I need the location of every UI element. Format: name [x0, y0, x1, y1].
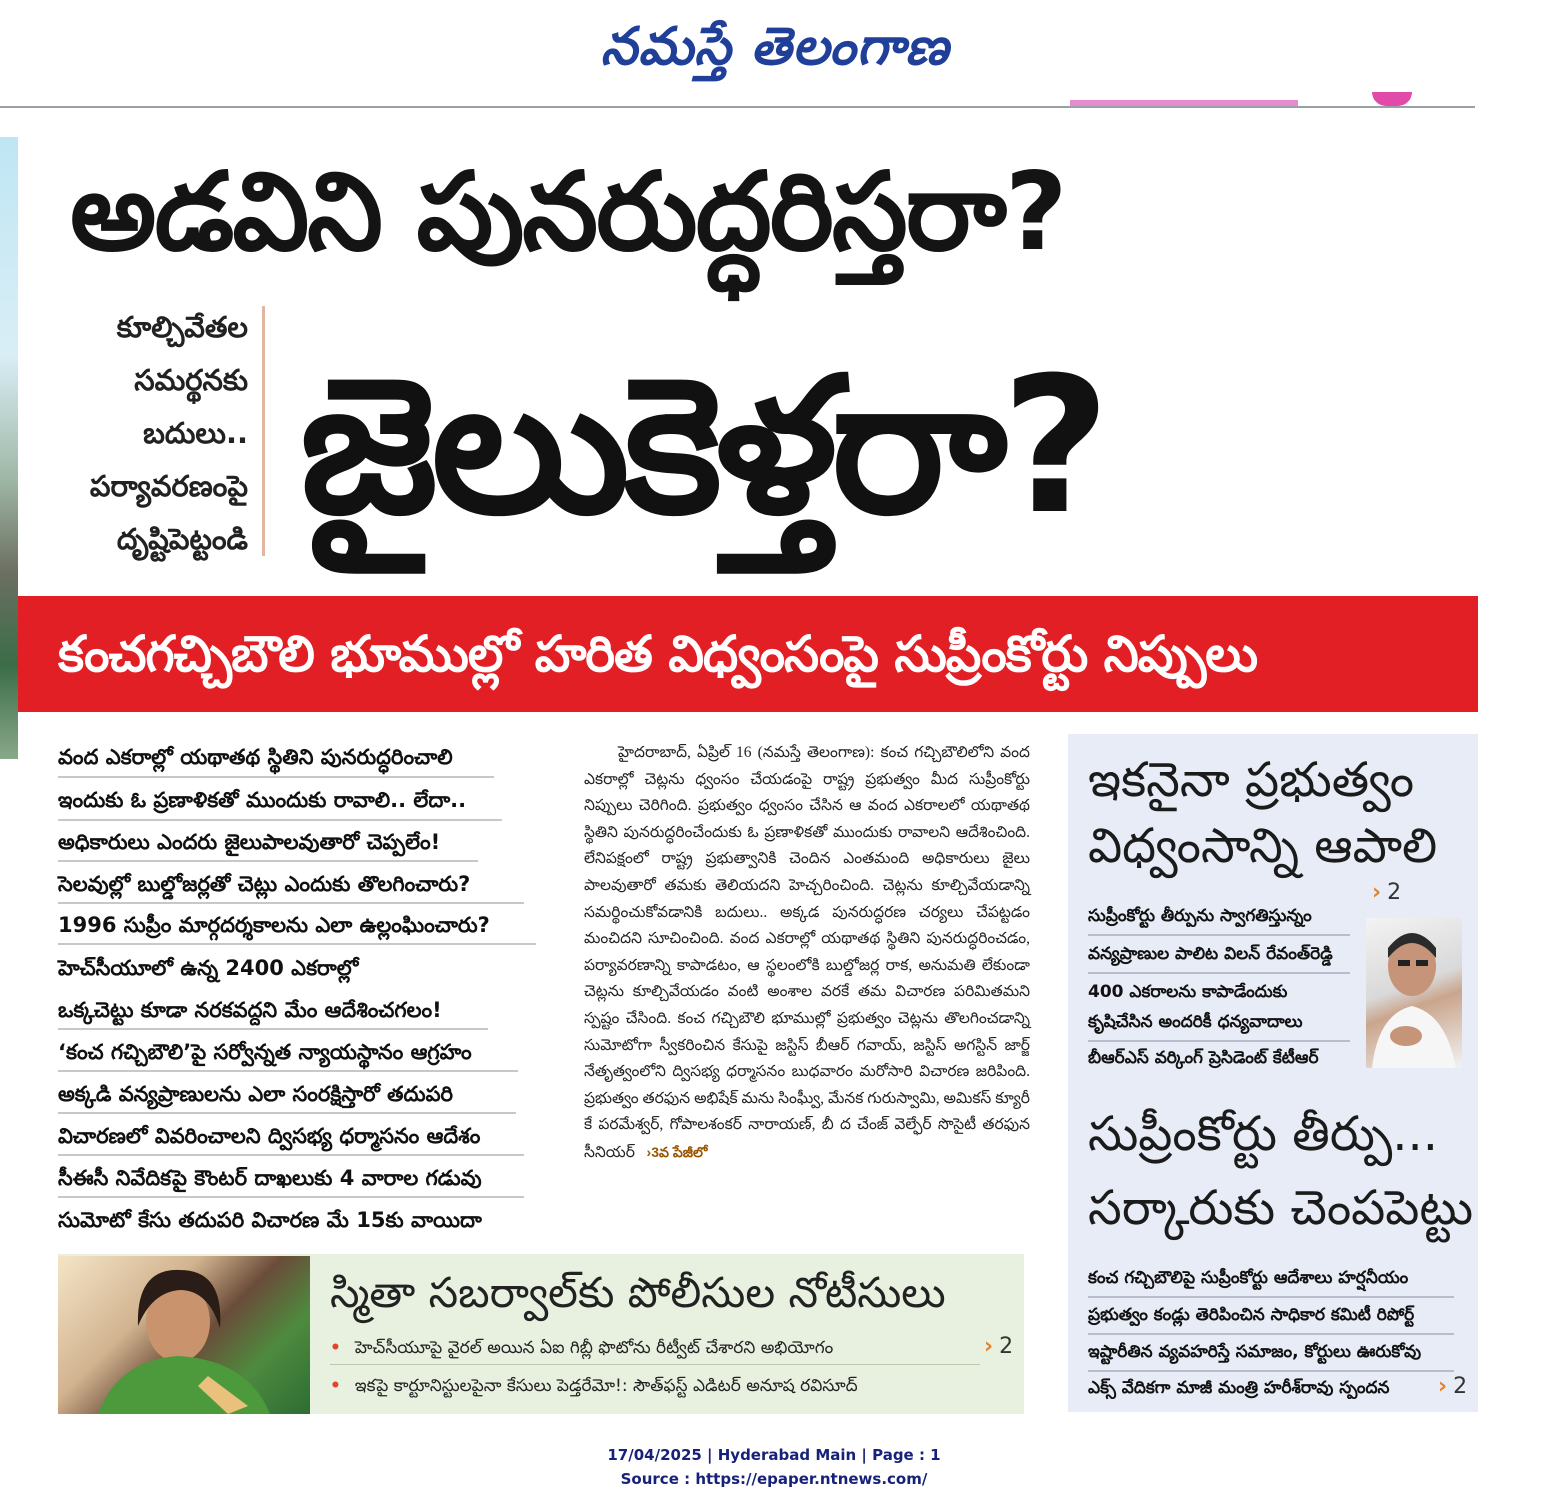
side-story-rule [1088, 1296, 1454, 1298]
highlight-line: విచారణలో వివరించాలని ద్విసభ్య ధర్మాసనం ఆదేశం [58, 1124, 481, 1148]
masthead-divider [0, 106, 1475, 108]
highlight-line: హెచ్‌సీయూలో ఉన్న 2400 ఎకరాల్లో [58, 956, 359, 980]
page-ref-number: 2 [1453, 1374, 1468, 1399]
bullet-text: ఇకపై కార్టూనిస్టులపైనా కేసులు పెడ్తరేమో!: సౌత్‌ఫస్ట్ ఎడిటర్ అనూష రవిసూద్ [354, 1376, 858, 1396]
highlight-line: 1996 సుప్రీం మార్గదర్శకాలను ఎలా ఉల్లంఘించారు? [58, 913, 490, 937]
highlight-rule [58, 776, 494, 778]
bullet-dot-icon: • [330, 1338, 341, 1358]
side-story-1-line: కృషిచేసిన అందరికీ ధన్యవాదాలు [1088, 1012, 1303, 1032]
highlight-rule [58, 860, 478, 862]
article-text: హైదరాబాద్, ఏప్రిల్ 16 (నమస్తే తెలంగాణ): కంచ గచ్చిబౌలిలోని వంద ఎకరాల్లో చెట్లను ధ్వంసం చేయడంపై రాష్ట్ర ప్రభుత్వం మీద సుప్రీంకోర్టు నిప్పులు చెరిగింది. ప్రభుత్వం ధ్వంసం చేసిన ఆ వంద ఎకరాలలో యథాతథ స్థితిని పునరుద్ధరించేందుకు ఓ ప్రణాళికతో ముందుకు రావాలని ఆదేశించింది. లేనిపక్షంలో రాష్ట్ర ప్రభుత్వానికి చెందిన ఎంతమంది అధికారులు జైలు పాలవుతారో తమకు తెలియదని హెచ్చరించింది. చెట్లను కూల్చివేయడాన్ని సమర్థించుకోవడానికి బదులు.. అక్కడ పునరుద్ధరణ చర్యలు చేపట్టడం మంచిదని సూచించింది. వంద ఎకరాల్లో యథాతథ స్థితిని పునరుద్ధరించడం, పర్యావరణాన్ని కాపాడటం, ఆ స్థలంలోకి బుల్డోజర్ల రాక, అనుమతి లేకుండా చెట్లను కూల్చివేయడం వంటి అంశాల వరకే తమ విచారణ పరిమితమని స్పష్టం చేసింది. కంచ గచ్చిబౌలి భూముల్లో ప్రభుత్వం చెట్లను తొలగించడాన్ని సుమోటోగా స్వీకరించిన కేసుపై జస్టిస్ బీఆర్ గవాయ్, జస్టిస్ అగస్టిన్ జార్జ్ నేతృత్వంలోని ద్విసభ్య ధర్మాసనం బుధవారం మరోసారి విచారణ జరిపింది. ప్రభుత్వం తరఫున అభిషేక్ మను సింఘ్వీ, మేనక గురుస్వామి, అమికస్ క్యూరీ కే పరమేశ్వర్, గోపాలశంకర్ నారాయణ్, బీ ద చేంజ్ వెల్ఫేర్ సొసైటీ తరఫున సీనియర్ [584, 744, 1030, 1161]
side-point: పర్యావరణంపై [89, 469, 248, 503]
masthead-logo: నమస్తే తెలంగాణ [600, 16, 950, 77]
side-story-rule [1088, 1370, 1454, 1372]
highlight-rule [58, 902, 524, 904]
side-story-1-line: బీఆర్‌ఎస్ వర్కింగ్ ప్రెసిడెంట్ కేటీఆర్ [1088, 1048, 1319, 1068]
side-story-1-headline: విధ్వంసాన్ని ఆపాలి [1088, 818, 1438, 874]
highlight-line: వంద ఎకరాల్లో యథాతథ స్థితిని పునరుద్ధరించాలి [58, 745, 453, 769]
side-story-rule [1088, 1040, 1350, 1042]
main-headline: జైలుకెళ్తరా? [300, 337, 1105, 556]
bottom-story-headline: స్మితా సబర్వాల్‌కు పోలీసుల నోటీసులు [330, 1268, 946, 1317]
footer-source[interactable]: Source : https://epaper.ntnews.com/ [620, 1470, 928, 1488]
side-story-2-headline: సుప్రీంకోర్టు తీర్పు... [1088, 1106, 1439, 1162]
side-story-2-line: ప్రభుత్వం కండ్లు తెరిపించిన సాధికార కమిటీ రిపోర్ట్ [1088, 1305, 1415, 1325]
continued-label: 3వ పేజీలో [651, 1143, 708, 1160]
page-ref-number: 2 [1387, 880, 1402, 905]
bullet-dot-icon: • [330, 1376, 341, 1396]
side-point: కూల్చివేతల [116, 310, 248, 344]
highlight-rule [58, 1112, 516, 1114]
side-story-1-headline: ఇకనైనా ప్రభుత్వం [1088, 752, 1415, 808]
highlight-line: సీఈసీ నివేదికపై కౌంటర్ దాఖలుకు 4 వారాల గడువు [58, 1166, 482, 1190]
decorative-dot [1372, 92, 1412, 106]
side-divider [262, 306, 265, 556]
ktr-photo [1366, 918, 1462, 1068]
highlight-line: సుమోటో కేసు తదుపరి విచారణ మే 15కు వాయిదా [58, 1208, 482, 1232]
highlight-rule [58, 819, 502, 821]
highlight-line: ఒక్కచెట్టు కూడా నరకవద్దని మేం ఆదేశించగలం! [58, 998, 442, 1022]
highlight-rule [58, 943, 536, 945]
bottom-story-bullet [330, 1376, 858, 1400]
edge-photo-strip [0, 137, 18, 759]
bullet-text: హెచ్‌సీయూపై వైరల్ అయిన ఏఐ గిబ్లీ ఫొటోను రీట్వీట్ చేశారని అభియోగం [354, 1338, 834, 1358]
chevron-right-icon: › [1372, 880, 1382, 905]
highlight-rule [58, 1154, 524, 1156]
highlight-line: ‘కంచ గచ్చిబౌలి’పై సర్వోన్నత న్యాయస్థానం ఆగ్రహం [58, 1040, 472, 1064]
side-story-rule [1088, 972, 1350, 974]
footer-edition: 17/04/2025 | Hyderabad Main | Page : 1 [607, 1446, 941, 1464]
side-story-rule [1088, 934, 1350, 936]
article-body [584, 740, 1030, 1167]
red-banner [18, 596, 1478, 712]
highlight-line: అధికారులు ఎందరు జైలుపాలవుతారో చెప్పలేం! [58, 830, 441, 854]
highlight-rule [58, 1070, 518, 1072]
side-story-rule [1088, 1333, 1454, 1335]
highlight-rule [58, 1196, 524, 1198]
person-photo-icon [58, 1256, 310, 1414]
side-story-2-headline: సర్కారుకు చెంపపెట్టు [1088, 1180, 1474, 1236]
side-point: బదులు.. [143, 416, 248, 450]
continued-page-ref[interactable] [647, 1144, 708, 1160]
page-ref[interactable] [1372, 880, 1401, 905]
side-story-2-line: ఇష్టారీతిన వ్యవహరిస్తే సమాజం, కోర్టులు ఊరుకోవు [1088, 1342, 1422, 1362]
page-ref[interactable] [984, 1334, 1013, 1359]
highlight-line: ఇందుకు ఓ ప్రణాళికతో ముందుకు రావాలి.. లేదా.. [58, 788, 467, 812]
page-ref-number: 2 [999, 1334, 1014, 1359]
page-ref[interactable] [1438, 1374, 1467, 1399]
side-story-2-line: ఎక్స్ వేదికగా మాజీ మంత్రి హరీశ్‌రావు స్పందన [1088, 1378, 1390, 1398]
highlight-rule [58, 1028, 488, 1030]
side-point: సమర్థనకు [134, 363, 248, 397]
side-story-1-line: 400 ఎకరాలను కాపాడేందుకు [1088, 982, 1288, 1002]
bottom-story-bullet [330, 1338, 833, 1362]
smita-photo [58, 1256, 310, 1414]
side-story-2-line: కంచ గచ్చిబౌలిపై సుప్రీంకోర్టు ఆదేశాలు హర్షనీయం [1088, 1268, 1409, 1288]
highlight-line: సెలవుల్లో బుల్డోజర్లతో చెట్లు ఎందుకు తొలగించారు? [58, 872, 471, 896]
side-story-1-line: వన్యప్రాణుల పాలిట విలన్ రేవంత్‌రెడ్డి [1088, 944, 1333, 964]
chevron-right-icon: › [984, 1334, 994, 1359]
side-point: దృష్టిపెట్టండి [116, 522, 248, 556]
highlight-line: అక్కడి వన్యప్రాణులను ఎలా సంరక్షిస్తారో తదుపరి [58, 1082, 453, 1106]
kicker-headline: అడవిని పునరుద్ధరిస్తరా? [70, 150, 1066, 275]
red-banner-text: కంచగచ్చిబౌలి భూముల్లో హరిత విధ్వంసంపై సుప్రీంకోర్టు నిప్పులు [58, 625, 1258, 683]
chevron-right-icon: › [646, 1143, 652, 1160]
bottom-story-rule [330, 1364, 980, 1365]
person-photo-icon [1366, 918, 1462, 1068]
side-story-1-line: సుప్రీంకోర్టు తీర్పును స్వాగతిస్తున్నం [1088, 906, 1312, 926]
chevron-right-icon: › [1438, 1374, 1448, 1399]
